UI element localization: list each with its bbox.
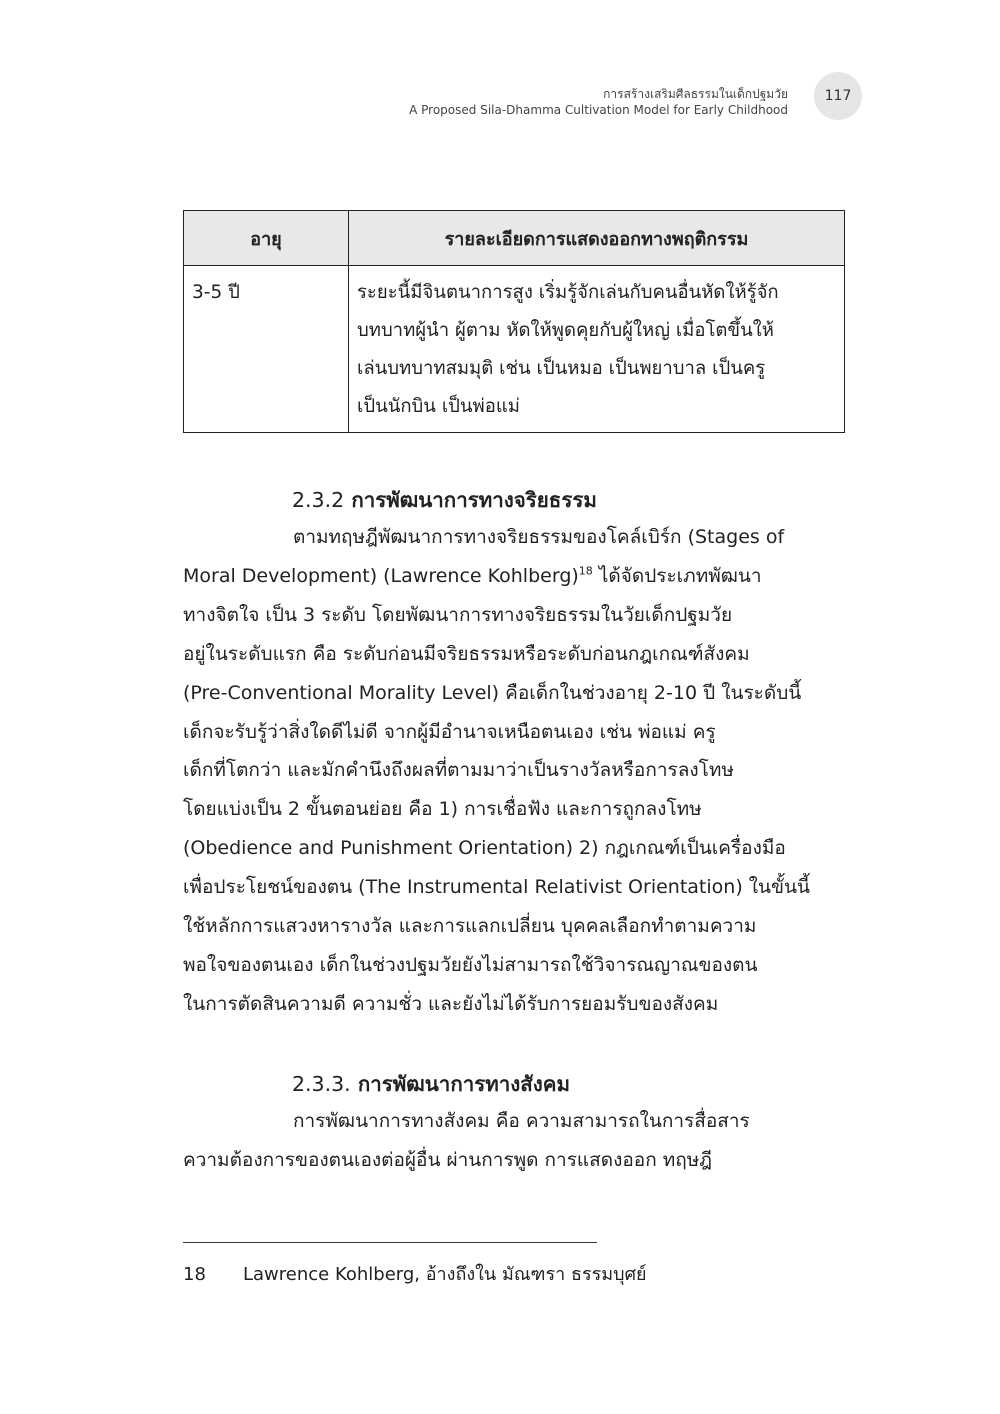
section-heading-social <box>292 1068 570 1101</box>
footnote-number: 18 <box>183 1264 206 1285</box>
paragraph-line: เด็กจะรับรู้ว่าสิ่งใดดีไม่ดี จากผู้มีอำนาจเหนือตนเอง เช่น พ่อแม่ ครู <box>183 720 716 743</box>
age-behavior-table <box>183 210 845 433</box>
section-title: การพัฒนาการทางสังคม <box>357 1072 571 1096</box>
paragraph-line: การพัฒนาการทางสังคม คือ ความสามารถในการสื่อสาร <box>293 1110 750 1132</box>
section-number: 2.3.2 <box>292 488 345 512</box>
column-header-age: อายุ <box>184 211 349 266</box>
paragraph-line: ใช้หลักการแสวงหารางวัล และการแลกเปลี่ยน บุคคลเลือกทำตามความ <box>183 915 757 938</box>
running-header <box>409 86 788 118</box>
details-line: เป็นนักบิน เป็นพ่อแม่ <box>357 396 520 417</box>
section-heading-moral <box>292 484 597 517</box>
footnote-divider <box>183 1242 597 1243</box>
paragraph-line: ในการตัดสินความดี ความชั่ว และยังไม่ได้รับการยอมรับของสังคม <box>183 992 719 1015</box>
details-line: บทบาทผู้นำ ผู้ตาม หัดให้พูดคุยกับผู้ใหญ่ เมื่อโตขึ้นให้ <box>357 320 774 341</box>
details-line: เล่นบทบาทสมมุติ เช่น เป็นหมอ เป็นพยาบาล เป็นครู <box>357 358 766 379</box>
paragraph-line: พอใจของตนเอง เด็กในช่วงปฐมวัยยังไม่สามารถใช้วิจารณญาณของตน <box>183 953 758 976</box>
paragraph-line-text: Moral Development) (Lawrence Kohlberg) <box>183 564 579 587</box>
footnote <box>183 1262 647 1288</box>
paragraph-line: ทางจิตใจ เป็น 3 ระดับ โดยพัฒนาการทางจริยธรรมในวัยเด็กปฐมวัย <box>183 603 733 626</box>
header-title-english: A Proposed Sila-Dhamma Cultivation Model for Early Childhood <box>409 103 788 117</box>
paragraph-line: (Pre-Conventional Morality Level) คือเด็กในช่วงอายุ 2-10 ปี ในระดับนี้ <box>183 681 802 704</box>
details-line: ระยะนี้มีจินตนาการสูง เริ่มรู้จักเล่นกับคนอื่นหัดให้รู้จัก <box>357 282 779 303</box>
social-development-paragraph <box>183 1102 845 1180</box>
paragraph-line: เพื่อประโยชน์ของตน (The Instrumental Relativist Orientation) ในขั้นนี้ <box>183 876 810 899</box>
paragraph-line <box>183 557 845 596</box>
table-row <box>184 266 845 433</box>
moral-development-paragraph <box>183 518 845 1024</box>
column-header-details: รายละเอียดการแสดงออกทางพฤติกรรม <box>349 211 845 266</box>
paragraph-line-text: ได้จัดประเภทพัฒนา <box>592 564 762 587</box>
paragraph-line: เด็กที่โตกว่า และมักคำนึงถึงผลที่ตามมาว่าเป็นรางวัลหรือการลงโทษ <box>183 759 734 782</box>
paragraph-line: (Obedience and Punishment Orientation) 2) กฎเกณฑ์เป็นเครื่องมือ <box>183 837 786 860</box>
paragraph-line: ตามทฤษฎีพัฒนาการทางจริยธรรมของโคล์เบิร์ก (Stages of <box>293 526 785 548</box>
section-title: การพัฒนาการทางจริยธรรม <box>351 488 597 512</box>
footnote-reference[interactable]: 18 <box>578 564 593 578</box>
section-number: 2.3.3. <box>292 1072 351 1096</box>
age-cell: 3-5 ปี <box>184 266 349 433</box>
paragraph-line: อยู่ในระดับแรก คือ ระดับก่อนมีจริยธรรมหรือระดับก่อนกฎเกณฑ์สังคม <box>183 642 750 665</box>
details-cell <box>349 266 845 433</box>
header-title-thai: การสร้างเสริมศีลธรรมในเด็กปฐมวัย <box>603 87 788 101</box>
table-header-row <box>184 211 845 266</box>
paragraph-line: ความต้องการของตนเองต่อผู้อื่น ผ่านการพูด การแสดงออก ทฤษฎี <box>183 1148 713 1171</box>
page-number: 117 <box>814 72 862 120</box>
paragraph-line: โดยแบ่งเป็น 2 ขั้นตอนย่อย คือ 1) การเชื่อฟัง และการถูกลงโทษ <box>183 798 702 821</box>
footnote-text: Lawrence Kohlberg, อ้างถึงใน มัณฑรา ธรรมบุศย์ <box>243 1264 647 1285</box>
